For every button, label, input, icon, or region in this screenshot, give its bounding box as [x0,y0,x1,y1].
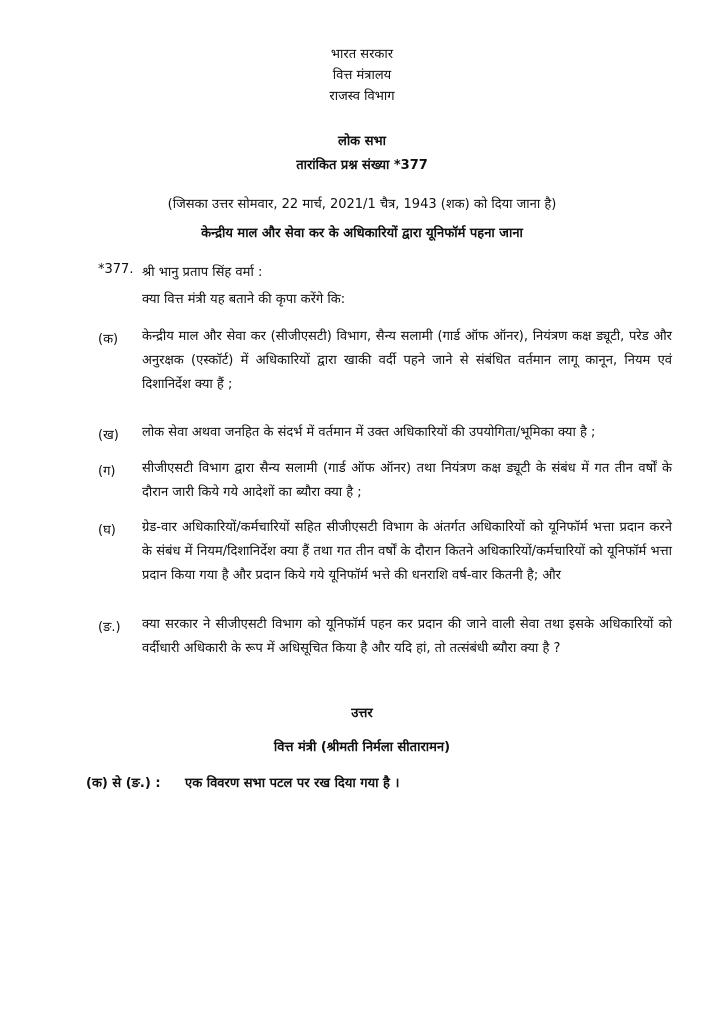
part-text: सीजीएसटी विभाग द्वारा सैन्य सलामी (गार्ड ऑफ ऑनर) तथा नियंत्रण कक्ष ड्यूटी के संबंध में गत तीन वर्षों के दौरान जारी किये गये आदेशों का ब्यौरा क्या है ; [142,461,672,500]
part-text: ग्रेड-वार अधिकारियों/कर्मचारियों सहित सीजीएसटी विभाग के अंतर्गत अधिकारियों को यूनिफॉर्म भत्ता प्रदान करने के संबंध में नियम/दिशानिर्देश क्या हैं तथा गत तीन वर्षों के दौरान कितने अधिकारियों/कर्मचारियों को यूनिफॉर्म भत्ता प्रदान किया गया है और प्रदान किये गये यूनिफॉर्म भत्ते की धनराशि वर्ष-वार कितनी है; और [142,520,672,583]
question-number-label: तारांकित प्रश्न संख्या *377 [296,158,428,173]
subject-title: केन्द्रीय माल और सेवा कर के अधिकारियों द्वारा यूनिफॉर्म पहना जाना [201,226,523,241]
header-govt: भारत सरकार [330,47,394,62]
member-name: श्री भानु प्रताप सिंह वर्मा : [142,265,263,280]
minister-name: वित्त मंत्री (श्रीमती निर्मला सीतारामन) [273,740,451,755]
answer-heading: उत्तर [351,706,373,721]
answer-date: (जिसका उत्तर सोमवार, 22 मार्च, 2021/1 चैत्र, 1943 (शक) को दिया जाना है) [167,197,557,212]
part-label: (ख) [98,428,119,443]
answer-range-label: (क) से (ङ.) : [86,776,161,791]
part-label: (ङ.) [98,620,121,635]
question-intro: क्या वित्त मंत्री यह बताने की कृपा करेंगे कि: [142,292,346,307]
part-text: क्या सरकार ने सीजीएसटी विभाग को यूनिफॉर्म पहन कर प्रदान की जाने वाली सेवा तथा इसके अधिकारियों को वर्दीधारी अधिकारी के रूप में अधिसूचित किया है और यदि हां, तो तत्संबंधी ब्यौरा क्या है ? [142,617,672,656]
part-label: (घ) [98,523,116,538]
question-number: *377. [98,262,134,277]
part-label: (ग) [98,464,116,479]
house-name: लोक सभा [338,134,386,149]
part-text: केन्द्रीय माल और सेवा कर (सीजीएसटी) विभाग, सैन्य सलामी (गार्ड ऑफ ऑनर), नियंत्रण कक्ष ड्यूटी, परेड और अनुरक्षक (एस्कॉर्ट) में अधिकारियों द्वारा खाकी वर्दी पहने जाने से संबंधित वर्तमान लागू कानून, नियम एवं दिशानिर्देश क्या हैं ; [142,329,672,392]
header-department: राजस्व विभाग [329,89,395,104]
answer-text: एक विवरण सभा पटल पर रख दिया गया है । [185,776,400,791]
part-label: (क) [98,332,119,347]
part-text: लोक सेवा अथवा जनहित के संदर्भ में वर्तमान में उक्त अधिकारियों की उपयोगिता/भूमिका क्या है ; [142,425,596,440]
header-ministry: वित्त मंत्रालय [332,68,392,83]
